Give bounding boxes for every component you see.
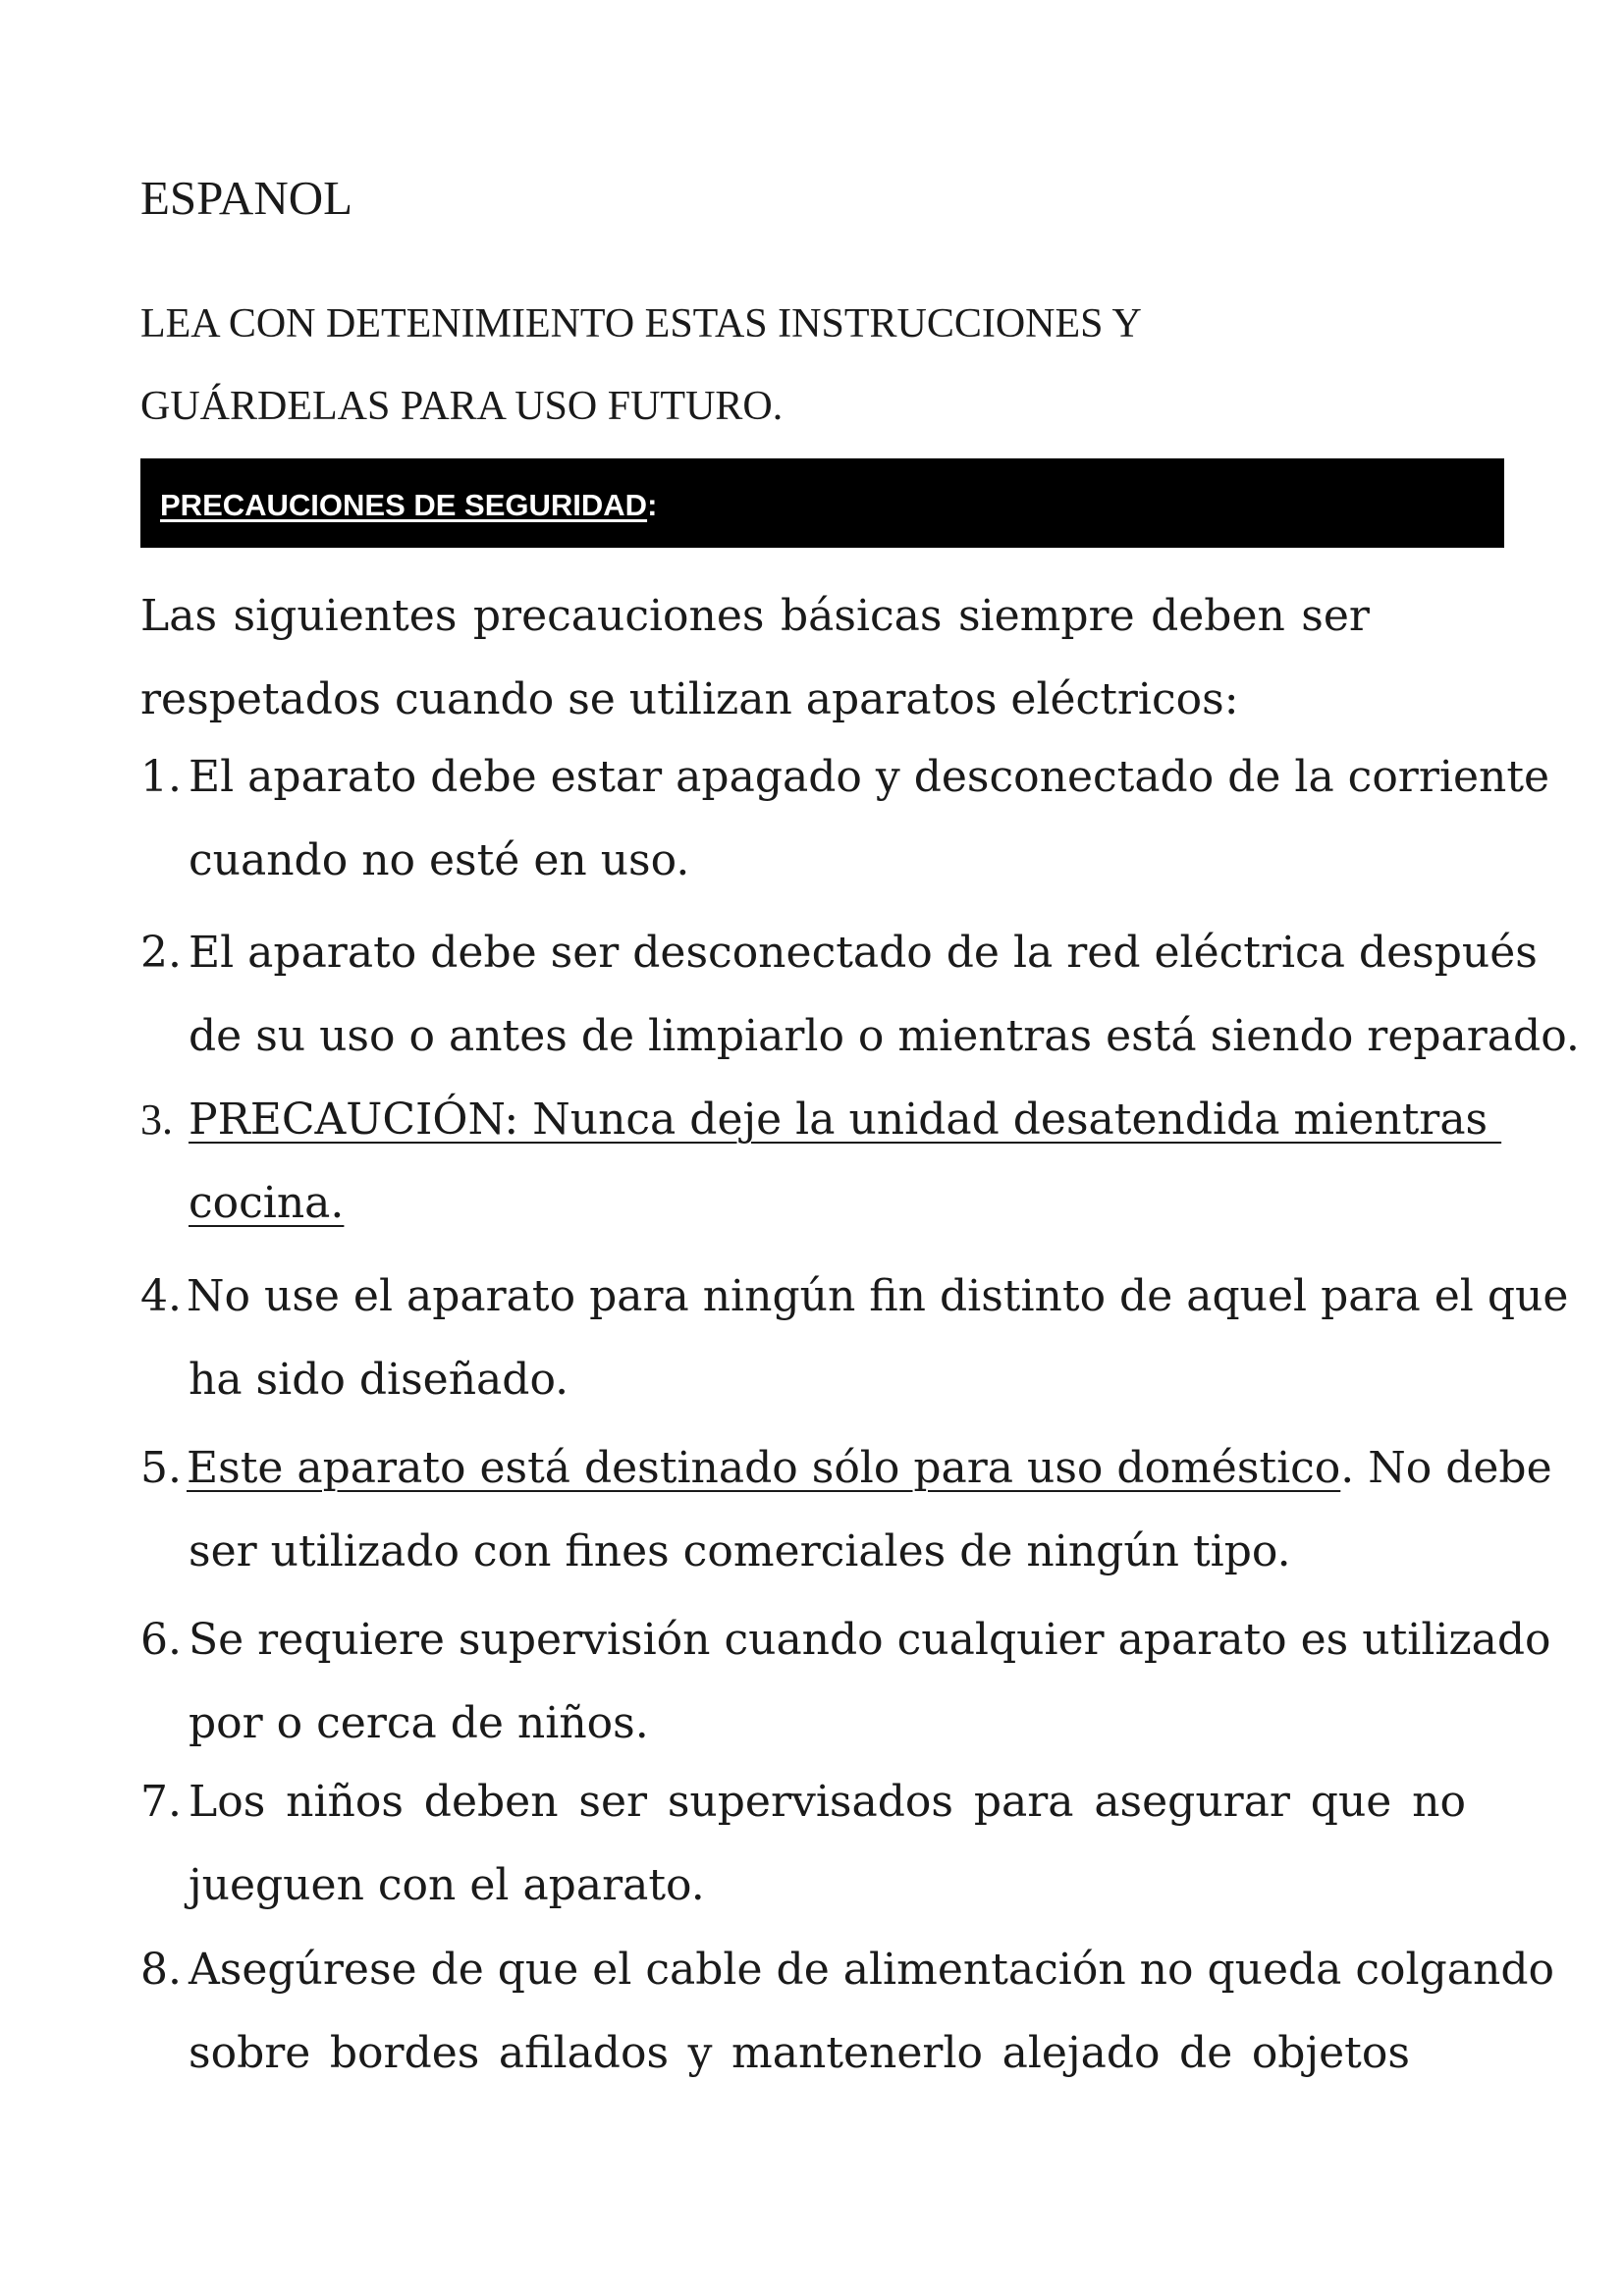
list-item bbox=[140, 911, 1580, 1078]
item-text: Se requiere supervisión cuando cualquier aparato es utilizado bbox=[189, 1615, 1551, 1665]
item-word: sobre bbox=[189, 2028, 311, 2078]
intro-word: básicas bbox=[780, 591, 943, 641]
item-word: asegurar bbox=[1094, 1777, 1290, 1827]
language-title: ESPANOL bbox=[140, 171, 353, 225]
item-text: Asegúrese de que el cable de alimentación no queda colgando bbox=[189, 1945, 1554, 1995]
item-text-continued: cuando no esté en uso. bbox=[189, 835, 690, 885]
item-text-continued: ha sido diseñado. bbox=[189, 1355, 569, 1405]
section-header-colon: : bbox=[647, 488, 658, 522]
item-word: deben bbox=[423, 1777, 559, 1827]
item-text-continued bbox=[140, 2011, 1410, 2095]
item-word: no bbox=[1412, 1777, 1466, 1827]
item-word: bordes bbox=[329, 2028, 480, 2078]
intro-paragraph bbox=[140, 574, 1515, 741]
item-word: mantenerlo bbox=[731, 2028, 984, 2078]
item-word: para bbox=[973, 1777, 1074, 1827]
intro-line-2: respetados cuando se utilizan aparatos eléctricos: bbox=[140, 674, 1239, 724]
intro-word: deben bbox=[1151, 591, 1285, 641]
item-word: supervisados bbox=[667, 1777, 953, 1827]
item-word: que bbox=[1310, 1777, 1392, 1827]
item-text: El aparato debe ser desconectado de la red eléctrica después bbox=[189, 928, 1538, 978]
item-text-continued-wrap bbox=[140, 1161, 1535, 1245]
read-notice bbox=[140, 283, 1515, 448]
item-text: El aparato debe estar apagado y desconectado de la corriente bbox=[189, 752, 1550, 802]
read-notice-line: LEA CON DETENIMIENTO ESTAS INSTRUCCIONES Y bbox=[140, 301, 1142, 347]
item-number: 8. bbox=[140, 1945, 182, 1995]
intro-line-1 bbox=[140, 574, 1370, 658]
list-item bbox=[140, 1928, 1554, 2095]
intro-word: precauciones bbox=[472, 591, 765, 641]
section-header-label: PRECAUCIONES DE SEGURIDAD bbox=[160, 488, 648, 522]
item-number: 1. bbox=[140, 752, 182, 802]
section-header bbox=[160, 486, 657, 525]
item-text-caution: PRECAUCIÓN: Nunca deje la unidad desatendida mientras bbox=[189, 1095, 1502, 1145]
list-item bbox=[140, 1760, 1535, 1927]
item-text: . No debe bbox=[1340, 1443, 1552, 1493]
item-number: 7. bbox=[140, 1777, 182, 1827]
section-header-banner bbox=[140, 458, 1504, 548]
list-item bbox=[140, 1078, 1535, 1245]
item-word: Los bbox=[189, 1777, 266, 1827]
read-notice-line: GUÁRDELAS PARA USO FUTURO. bbox=[140, 384, 784, 429]
item-number: 4. bbox=[140, 1271, 182, 1321]
item-number: 6. bbox=[140, 1615, 182, 1665]
item-text bbox=[189, 1760, 1466, 1843]
item-text-continued: jueguen con el aparato. bbox=[189, 1860, 705, 1910]
item-text-continued: de su uso o antes de limpiarlo o mientras está siendo reparado. bbox=[189, 1011, 1580, 1061]
intro-word: ser bbox=[1301, 591, 1370, 641]
item-number: 3. bbox=[140, 1095, 173, 1144]
item-text-continued: por o cerca de niños. bbox=[189, 1698, 649, 1748]
list-item bbox=[140, 735, 1550, 902]
item-text-continued: ser utilizado con fines comerciales de ningún tipo. bbox=[189, 1526, 1291, 1576]
item-number: 5. bbox=[140, 1443, 182, 1493]
list-item bbox=[140, 1598, 1551, 1765]
item-text-underlined: Este aparato está destinado sólo para uso doméstico bbox=[187, 1443, 1341, 1493]
item-number: 2. bbox=[140, 928, 182, 978]
list-item bbox=[140, 1255, 1569, 1421]
intro-word: Las bbox=[140, 591, 218, 641]
list-item bbox=[140, 1426, 1552, 1593]
item-word: ser bbox=[578, 1777, 648, 1827]
item-word: de bbox=[1179, 2028, 1233, 2078]
item-word: y bbox=[687, 2028, 713, 2078]
item-text-continued: cocina. bbox=[189, 1178, 345, 1228]
intro-word: siempre bbox=[957, 591, 1135, 641]
intro-word: siguientes bbox=[233, 591, 458, 641]
item-word: alejado bbox=[1001, 2028, 1161, 2078]
item-word: afilados bbox=[498, 2028, 670, 2078]
item-word: objetos bbox=[1251, 2028, 1410, 2078]
item-text: No use el aparato para ningún fin distinto de aquel para el que bbox=[187, 1271, 1569, 1321]
item-word: niños bbox=[286, 1777, 404, 1827]
